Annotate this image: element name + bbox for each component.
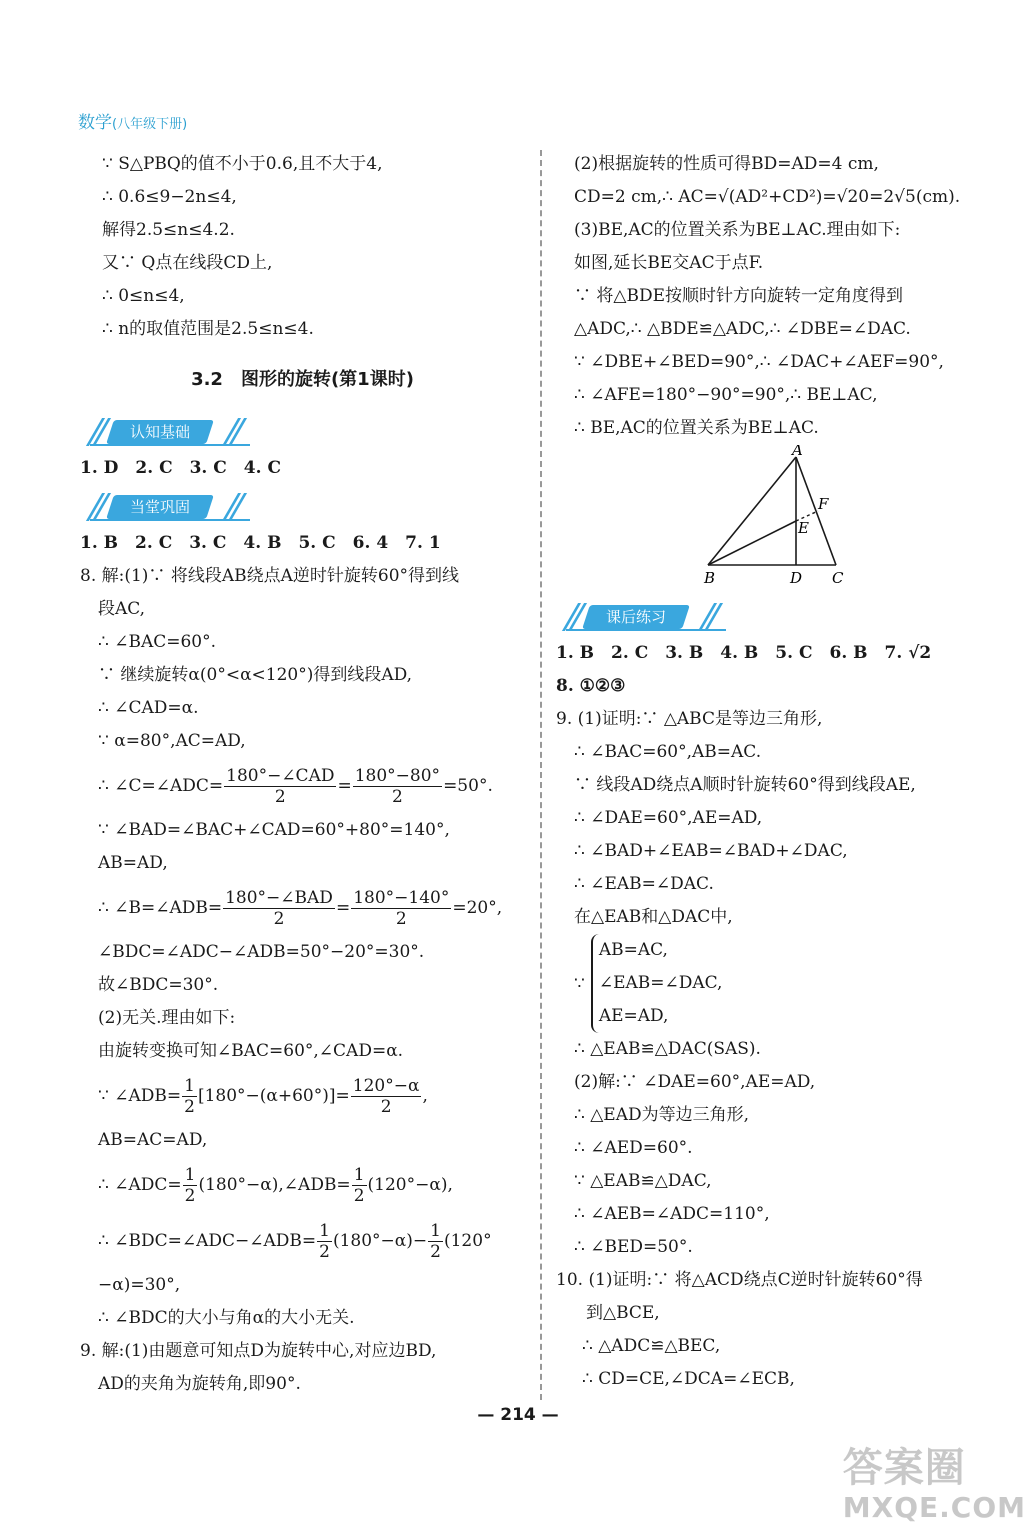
- equation-system: [556, 934, 996, 1033]
- label-f: F: [818, 495, 829, 513]
- answer-row: 1. B 2. C 3. C 4. B 5. C 6. 4 7. 1: [80, 533, 441, 553]
- segment-ab: [708, 457, 796, 565]
- formula-line: ∴ ∠C=∠ADC= $\frac{\text{180°−∠CAD}}{2}$ = $\frac{180^\circ-80^\circ}{2}$ =50°.: [98, 766, 493, 807]
- banner-underline: [90, 519, 250, 521]
- fraction: $\frac{\text{180°−∠CAD}}{2}$: [226, 766, 335, 807]
- solution-line: ∴ △EAB≌△DAC(SAS).: [574, 1039, 761, 1059]
- formula-line: ∵ ∠ADB= $\frac{1}{2}$ [180°−(α+60°)]= $\frac{120^\circ-\alpha}{2}$ ,: [98, 1076, 428, 1117]
- solution-line: 10. (1)证明:∵ 将△ACD绕点C逆时针旋转60°得: [556, 1270, 923, 1290]
- solution-line: ∵ ∠DBE+∠BED=90°,∴ ∠DAC+∠AEF=90°,: [574, 352, 944, 372]
- solution-line: ∴ ∠BDC的大小与角α的大小无关.: [98, 1308, 355, 1328]
- system-line: AE=AD,: [598, 1006, 669, 1026]
- segment-ac: [796, 457, 836, 565]
- section-title: 3.2 图形的旋转(第1课时): [191, 369, 414, 390]
- solution-line: CD=2 cm,∴ AC=√(AD²+CD²)=√20=2√5(cm).: [574, 187, 961, 207]
- banner-label: 认知基础: [106, 420, 214, 444]
- solution-line: AB=AC=AD,: [98, 1130, 208, 1150]
- solution-line: ∴ △ADC≌△BEC,: [582, 1336, 721, 1356]
- section-banner-consolidation: [80, 489, 525, 525]
- solution-line: 9. (1)证明:∵ △ABC是等边三角形,: [556, 709, 823, 729]
- solution-line: 故∠BDC=30°.: [98, 975, 219, 995]
- solution-line: (2)解:∵ ∠DAE=60°,AE=AD,: [574, 1072, 816, 1092]
- solution-line: ∴ ∠BAC=60°.: [98, 632, 217, 652]
- system-brace: [591, 934, 723, 1033]
- solution-line: △ADC,∴ △BDE≌△ADC,∴ ∠DBE=∠DAC.: [574, 319, 911, 339]
- text-line: ∴ 0≤n≤4,: [102, 286, 185, 306]
- solution-line: ∵ α=80°,AC=AD,: [98, 731, 246, 751]
- solution-line: 8. 解:(1)∵ 将线段AB绕点A逆时针旋转60°得到线: [80, 566, 460, 586]
- solution-line: (2)根据旋转的性质可得BD=AD=4 cm,: [574, 154, 879, 174]
- page-header: [78, 108, 187, 133]
- fraction: $\frac{1}{2}$: [319, 1221, 330, 1262]
- fraction: $\frac{180^\circ-140^\circ}{2}$: [353, 888, 450, 929]
- label-c: C: [832, 569, 844, 587]
- solution-line: ∵ 线段AD绕点A顺时针旋转60°得到线段AE,: [574, 775, 916, 795]
- system-line: ∠EAB=∠DAC,: [598, 973, 723, 993]
- text-line: ∴ n的取值范围是2.5≤n≤4.: [102, 319, 314, 339]
- solution-line: (3)BE,AC的位置关系为BE⊥AC.理由如下:: [574, 220, 901, 240]
- watermark-logo: 答案圈 MXQE.COM: [842, 1445, 1026, 1524]
- because-symbol: ∵: [574, 973, 585, 994]
- text-line: 又∵ Q点在线段CD上,: [102, 253, 273, 273]
- label-a: A: [792, 445, 803, 459]
- text-line: ∵ S△PBQ的值不小于0.6,且不大于4,: [102, 154, 383, 174]
- solution-line: ∴ ∠BAC=60°,AB=AC.: [574, 742, 762, 762]
- section-banner-after-class: [556, 599, 996, 635]
- solution-line: ∴ ∠EAB=∠DAC.: [574, 874, 714, 894]
- fraction: $\frac{\text{180°−∠BAD}}{2}$: [225, 888, 333, 929]
- answer-row: 1. D 2. C 3. C 4. C: [80, 458, 281, 478]
- answer-row: 8. ①②③: [556, 676, 626, 696]
- fraction: $\frac{1}{2}$: [430, 1221, 441, 1262]
- fraction: $\frac{1}{2}$: [184, 1165, 196, 1206]
- solution-line: (2)无关.理由如下:: [98, 1008, 236, 1028]
- solution-line: ∴ ∠AED=60°.: [574, 1138, 693, 1158]
- solution-line: ∴ ∠AFE=180°−90°=90°,∴ BE⊥AC,: [574, 385, 878, 405]
- solution-line: 由旋转变换可知∠BAC=60°,∠CAD=α.: [98, 1041, 404, 1061]
- solution-line: ∵ 继续旋转α(0°<α<120°)得到线段AD,: [98, 665, 413, 685]
- label-d: D: [790, 569, 803, 587]
- solution-line: ∴ CD=CE,∠DCA=∠ECB,: [582, 1369, 795, 1389]
- solution-line: ∴ ∠AEB=∠ADC=110°,: [574, 1204, 770, 1224]
- formula-line: ∴ ∠ADC= $\frac{1}{2}$ (180°−α),∠ADB= $\frac{1}{2}$ (120°−α),: [98, 1165, 453, 1206]
- solution-line: 在△EAB和△DAC中,: [574, 907, 733, 927]
- right-column: [556, 148, 996, 1396]
- solution-line: AD的夹角为旋转角,即90°.: [98, 1374, 301, 1394]
- solution-line: ∵ 将△BDE按顺时针方向旋转一定角度得到: [574, 286, 904, 306]
- solution-line: ∴ ∠BED=50°.: [574, 1237, 693, 1257]
- segment-be: [708, 521, 796, 565]
- left-column: [80, 148, 525, 1401]
- banner-underline: [90, 444, 250, 446]
- system-line: AB=AC,: [598, 940, 668, 960]
- fraction: $\frac{1}{2}$: [184, 1076, 195, 1117]
- header-grade: (八年级下册): [112, 117, 188, 132]
- solution-line: −α)=30°,: [98, 1275, 181, 1295]
- header-subject: 数学: [78, 113, 112, 133]
- formula-line: ∴ ∠BDC=∠ADC−∠ADB= $\frac{1}{2}$ (180°−α)− $\frac{1}{2}$ (120°: [98, 1221, 492, 1262]
- solution-line: 9. 解:(1)由题意可知点D为旋转中心,对应边BD,: [80, 1341, 437, 1361]
- label-b: B: [704, 569, 716, 587]
- answer-row: 1. B 2. C 3. B 4. B 5. C 6. B 7. √2: [556, 643, 932, 663]
- text-line: 解得2.5≤n≤4.2.: [102, 220, 235, 240]
- solution-line: 到△BCE,: [586, 1303, 660, 1323]
- banner-underline: [566, 629, 726, 631]
- solution-line: 如图,延长BE交AC于点F.: [574, 253, 764, 273]
- fraction: $\frac{180^\circ-80^\circ}{2}$: [354, 766, 441, 807]
- solution-line: ∴ ∠CAD=α.: [98, 698, 199, 718]
- solution-line: ∠BDC=∠ADC−∠ADB=50°−20°=30°.: [98, 942, 425, 962]
- solution-line: AB=AD,: [98, 853, 168, 873]
- fraction: $\frac{120^\circ-\alpha}{2}$: [352, 1076, 420, 1117]
- solution-line: ∴ ∠BAD+∠EAB=∠BAD+∠DAC,: [574, 841, 848, 861]
- solution-line: ∴ BE,AC的位置关系为BE⊥AC.: [574, 418, 819, 438]
- solution-line: 段AC,: [98, 599, 146, 619]
- solution-line: ∵ ∠BAD=∠BAC+∠CAD=60°+80°=140°,: [98, 820, 450, 840]
- text-line: ∴ 0.6≤9−2n≤4,: [102, 187, 237, 207]
- triangle-figure: [556, 445, 996, 595]
- banner-label: 课后练习: [582, 605, 690, 629]
- fraction: $\frac{1}{2}$: [353, 1165, 365, 1206]
- formula-line: ∴ ∠B=∠ADB= $\frac{\text{180°−∠BAD}}{2}$ = $\frac{180^\circ-140^\circ}{2}$ =20°,: [98, 888, 503, 929]
- section-banner-basics: [80, 414, 525, 450]
- solution-line: ∵ △EAB≌△DAC,: [574, 1171, 712, 1191]
- label-e: E: [798, 519, 809, 537]
- banner-label: 当堂巩固: [106, 495, 214, 519]
- column-divider: [540, 150, 542, 1400]
- page-number: — 214 —: [477, 1405, 559, 1425]
- solution-line: ∴ ∠DAE=60°,AE=AD,: [574, 808, 763, 828]
- solution-line: ∴ △EAD为等边三角形,: [574, 1105, 750, 1125]
- triangle-diagram: [556, 445, 996, 595]
